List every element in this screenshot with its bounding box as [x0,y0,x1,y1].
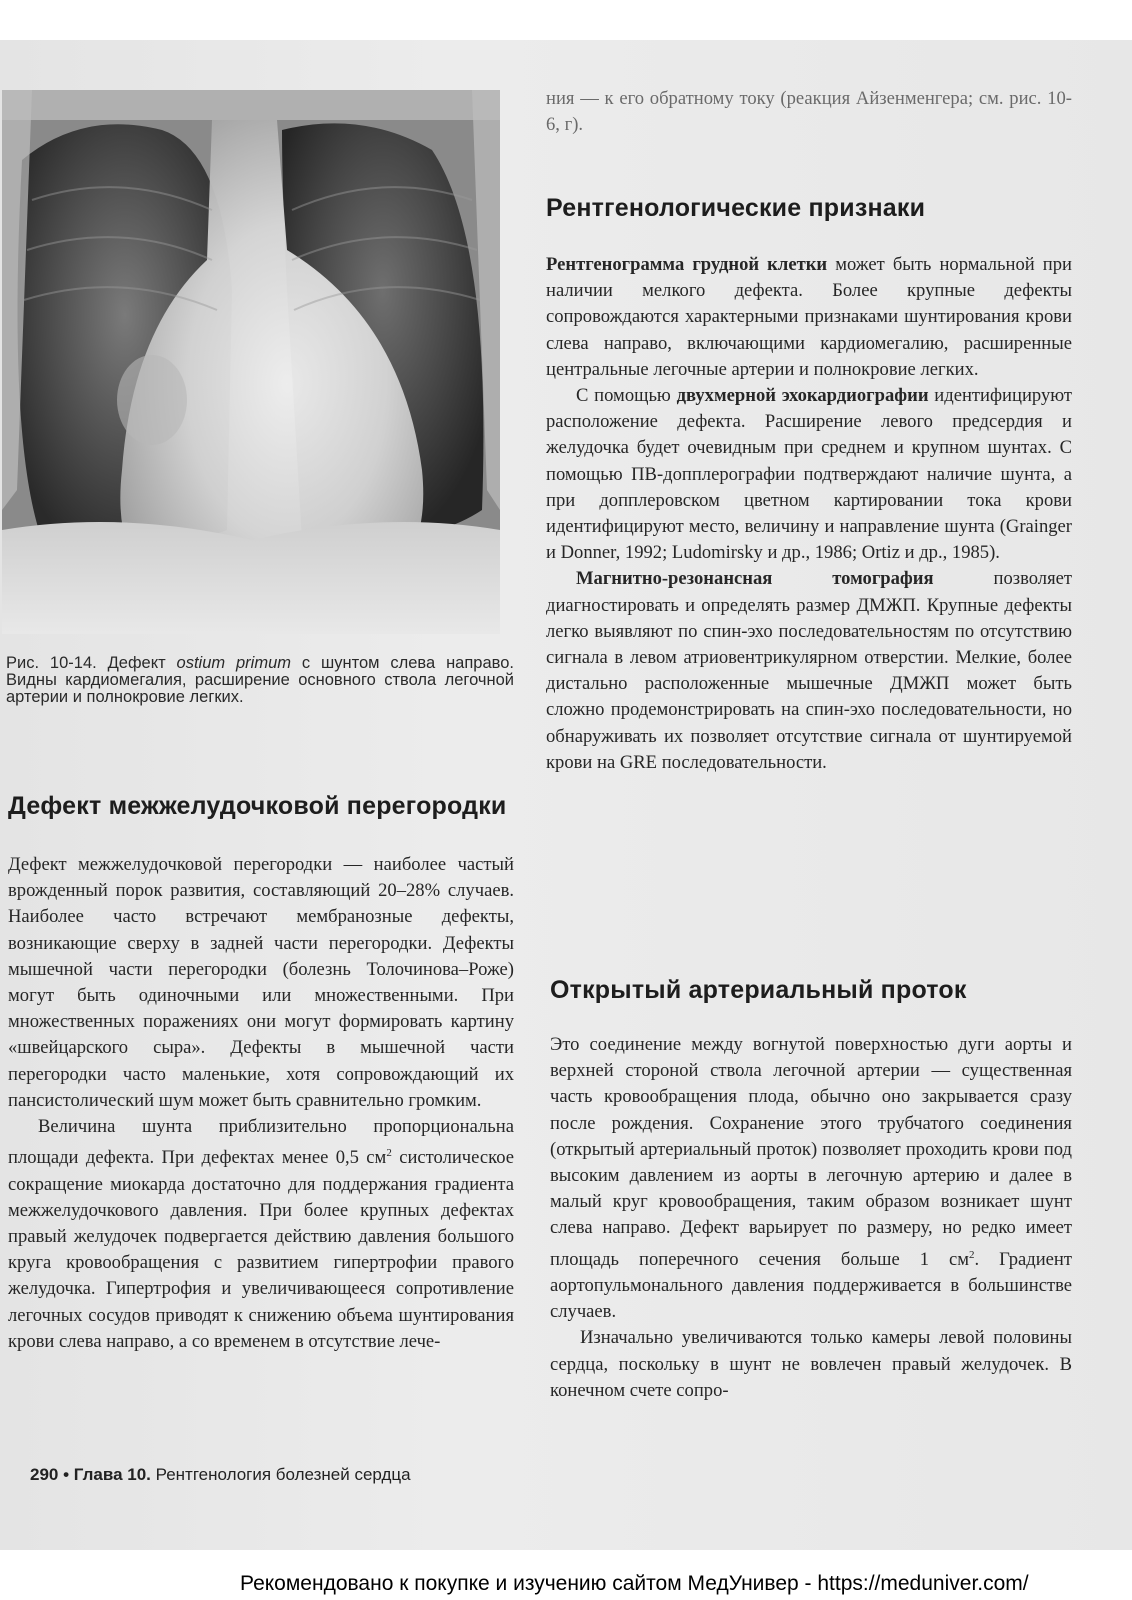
right-column-text-1 [546,252,1072,776]
continuation-text: ния — к его обратному току (реакция Айзенменгера; см. рис. 10-6, г). [546,88,1072,136]
vsd-paragraph-2: Величина шунта приблизительно пропорциональна площади дефекта. При дефектах менее 0,5 $см^2$ систолическое сокращение миокарда достаточно для поддержания градиента межжелудочкового давления. При более крупных дефектах правый желудочек подвергается действию давления большого круга кровообращения с развитием гипертрофии правого желудочка. Гипертрофия и увеличивающееся сопротивление легочных сосудов приводят к снижению объема шунтирования крови слева направо, а со временем в отсутствие лече- [8,1116,514,1352]
pda-heading: Открытый артериальный проток [550,976,967,1004]
chapter-title: Рентгенология болезней сердца [155,1465,411,1484]
caption-prefix: Рис. 10-14. Дефект [6,654,177,672]
pda-paragraph-1: Это соединение между вогнутой поверхностью дуги аорты и верхней стороной ствола легочной артерии — существенная часть кровообращения плода, обычно оно закрывается сразу после рождения. Сохранение этого трубчатого соединения (открытый артериальный проток) позволяет проходить крови под высоким давлением из аорты в легочную артерию и далее в малый круг кровообращения, таким образом возникает шунт слева направо. Дефект варьирует по размеру, но редко имеет площадь поперечного сечения больше 1 $см^2$. Градиент аортопульмонального давления поддерживается в большинстве случаев. [550,1034,1072,1323]
chest-xray-image [2,90,500,634]
right-column-text-2 [550,1032,1072,1404]
pda-paragraph-2: Изначально увеличиваются только камеры левой половины сердца, поскольку в шунт не вовлечен правый желудочек. В конечном счете сопро- [550,1327,1072,1401]
caption-italic: ostium primum [176,654,292,672]
mri-paragraph: Магнитно-резонансная томография позволяет диагностировать и определять размер ДМЖП. Крупные дефекты легко выявляют по спин-эхо последовательностям по отсутствию сигнала в левом атриовентрикулярном отверстии. Мелкие, более дистально расположенные мышечные ДМЖП может быть сложно продемонстрировать на спин-эхо последовательности, но обнаруживать их позволяет отсутствие сигнала от шунтируемой крови на GRE последовательности. [546,568,1072,773]
recommendation-text: Рекомендовано к покупке и изучению сайтом МедУнивер - https://meduniver.com/ [240,1572,1029,1595]
page-footer [30,1465,411,1485]
chapter-label: Глава 10. [73,1465,151,1484]
vsd-paragraph-1: Дефект межжелудочковой перегородки — наиболее частый врожденный порок развития, составляющий 20–28% случаев. Наиболее часто встречают мембранозные дефекты, возникающие сверху в задней части перегородки. Дефекты мышечной части перегородки (болезнь Толочинова–Роже) могут быть одиночными или множественными. При множественных поражениях они могут формировать картину «швейцарского сыра». Дефекты в мышечной части перегородки часто маленькие, хотя сопровождающий их пансистолический шум может быть сравнительно громким. [8,854,514,1111]
xray-signs-heading: Рентгенологические признаки [546,194,926,222]
page-number: 290 [30,1465,59,1484]
echo-paragraph: С помощью двухмерной эхокардиографии идентифицируют расположение дефекта. Расширение левого предсердия и желудочка будет очевидным при среднем и крупном шунтах. С помощью ПВ-допплерографии подтверждают наличие шунта, а при допплеровском цветном картировании тока крови идентифицируют место, величину и направление шунта (Grainger и Donner, 1992; Ludomirsky и др., 1986; Ortiz и др., 1985). [546,385,1073,564]
figure-caption [6,655,514,706]
caption-rest: с шунтом слева направо. Видны кардиомегалия, расширение основного ствола легочной артерии и полнокровие легких. [6,654,514,706]
left-column-text [8,852,514,1355]
vsd-heading: Дефект межжелудочковой перегородки [8,792,507,820]
xray-paragraph: Рентгенограмма грудной клетки может быть нормальной при наличии мелкого дефекта. Более крупные дефекты сопровождаются характерными признаками шунтирования крови слева направо, включающими кардиомегалию, расширенные центральные легочные артерии и полнокровие легких. [546,254,1072,380]
book-page [0,40,1132,1550]
footer-bullet: • [63,1465,70,1484]
